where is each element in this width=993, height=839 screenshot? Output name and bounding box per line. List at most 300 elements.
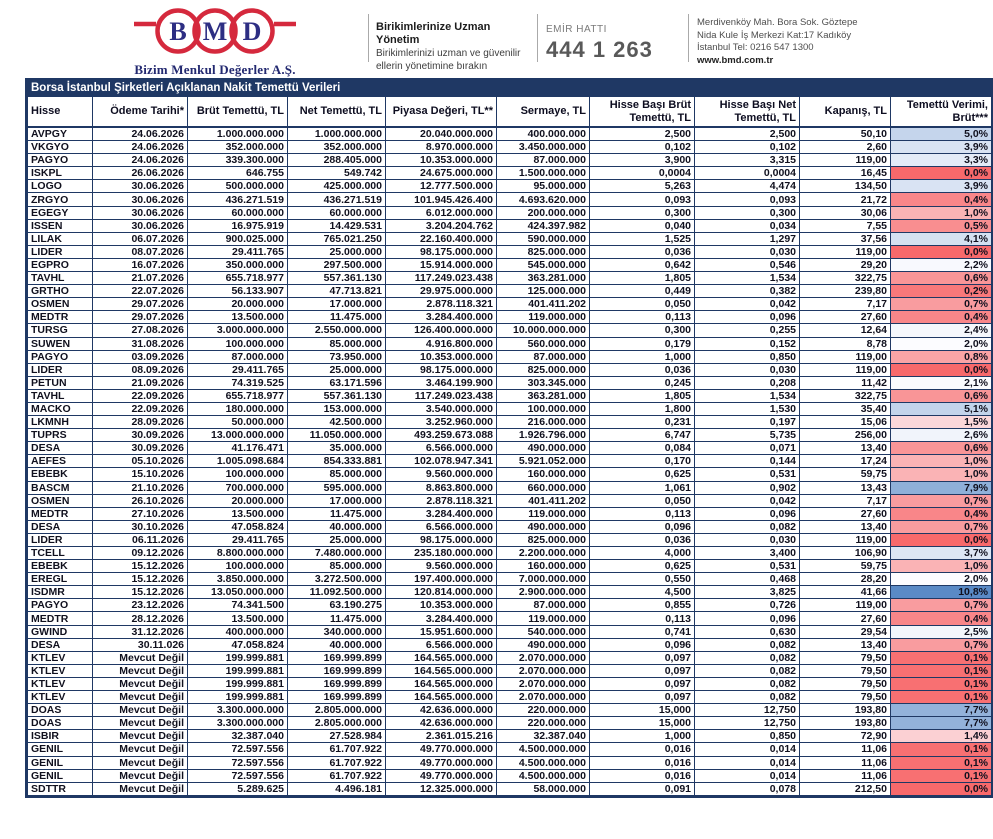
cell-odeme-tarihi: 06.07.2026 [93,232,188,245]
cell-hisse: KTLEV [28,651,93,664]
cell-temettu-verimi: 1,0% [891,455,992,468]
address-line1: Merdivenköy Mah. Bora Sok. Göztepe [697,17,858,28]
cell-net-temettu: 25.000.000 [288,245,386,258]
table-row [28,285,992,298]
cell-piyasa-degeri: 493.259.673.088 [386,429,497,442]
cell-hisse: LIDER [28,363,93,376]
cell-net-temettu: 352.000.000 [288,141,386,154]
cell-brut-temettu: 72.597.556 [188,756,288,769]
cell-hisse-basi-net: 0,300 [695,206,800,219]
cell-kapanis: 28,20 [800,573,891,586]
cell-hisse-basi-net: 0,082 [695,651,800,664]
cell-hisse-basi-net: 0,082 [695,691,800,704]
cell-odeme-tarihi: 16.07.2026 [93,258,188,271]
cell-hisse-basi-brut: 0,016 [590,756,695,769]
table-row [28,625,992,638]
cell-brut-temettu: 56.133.907 [188,285,288,298]
cell-hisse: EGEGY [28,206,93,219]
cell-hisse-basi-net: 0,030 [695,533,800,546]
cell-odeme-tarihi: Mevcut Değil [93,704,188,717]
cell-piyasa-degeri: 2.361.015.216 [386,730,497,743]
cell-brut-temettu: 74.341.500 [188,599,288,612]
cell-hisse-basi-net: 1,530 [695,402,800,415]
table-row [28,272,992,285]
cell-kapanis: 27,60 [800,612,891,625]
cell-hisse-basi-net: 0,030 [695,245,800,258]
cell-temettu-verimi: 3,7% [891,547,992,560]
cell-hisse-basi-brut: 2,500 [590,127,695,141]
cell-odeme-tarihi: 27.10.2026 [93,507,188,520]
cell-brut-temettu: 13.050.000.000 [188,586,288,599]
cell-hisse: PAGYO [28,350,93,363]
cell-hisse-basi-net: 0,042 [695,494,800,507]
cell-hisse-basi-brut: 3,900 [590,154,695,167]
cell-kapanis: 27,60 [800,507,891,520]
cell-sermaye: 2.900.000.000 [497,586,590,599]
header-divider [537,14,538,62]
cell-hisse: KTLEV [28,664,93,677]
cell-sermaye: 4.693.620.000 [497,193,590,206]
cell-hisse-basi-brut: 1,800 [590,402,695,415]
cell-brut-temettu: 646.755 [188,167,288,180]
cell-kapanis: 41,66 [800,586,891,599]
cell-odeme-tarihi: 30.09.2026 [93,442,188,455]
cell-hisse-basi-brut: 0,741 [590,625,695,638]
cell-hisse: LILAK [28,232,93,245]
dividend-data-grid [27,96,992,796]
cell-temettu-verimi: 0,5% [891,219,992,232]
cell-brut-temettu: 74.319.525 [188,376,288,389]
cell-hisse-basi-net: 3,825 [695,586,800,599]
cell-sermaye: 490.000.000 [497,638,590,651]
cell-hisse-basi-brut: 0,855 [590,599,695,612]
cell-net-temettu: 2.805.000.000 [288,704,386,717]
cell-kapanis: 27,60 [800,311,891,324]
col-header-net-temettu: Net Temettü, TL [288,97,386,128]
cell-brut-temettu: 13.500.000 [188,507,288,520]
table-row [28,533,992,546]
cell-hisse: LOGO [28,180,93,193]
table-row [28,337,992,350]
cell-net-temettu: 63.190.275 [288,599,386,612]
cell-hisse: ISDMR [28,586,93,599]
cell-temettu-verimi: 0,0% [891,245,992,258]
cell-brut-temettu: 350.000.000 [188,258,288,271]
slogan-line1: Birikimlerinizi uzman ve güvenilir [376,48,521,59]
cell-temettu-verimi: 5,0% [891,127,992,141]
cell-brut-temettu: 60.000.000 [188,206,288,219]
cell-hisse-basi-brut: 0,113 [590,507,695,520]
cell-brut-temettu: 500.000.000 [188,180,288,193]
cell-temettu-verimi: 0,8% [891,350,992,363]
table-row [28,258,992,271]
cell-brut-temettu: 199.999.881 [188,651,288,664]
svg-text:B: B [169,17,187,46]
table-row [28,245,992,258]
header-divider [688,14,689,62]
cell-net-temettu: 153.000.000 [288,402,386,415]
col-header-piyasa-degeri: Piyasa Değeri, TL** [386,97,497,128]
cell-piyasa-degeri: 4.916.800.000 [386,337,497,350]
cell-brut-temettu: 655.718.977 [188,389,288,402]
cell-hisse-basi-net: 0,902 [695,481,800,494]
cell-temettu-verimi: 1,0% [891,560,992,573]
cell-piyasa-degeri: 42.636.000.000 [386,704,497,717]
cell-net-temettu: 557.361.130 [288,272,386,285]
cell-kapanis: 119,00 [800,533,891,546]
cell-kapanis: 212,50 [800,782,891,795]
cell-brut-temettu: 352.000.000 [188,141,288,154]
cell-net-temettu: 7.480.000.000 [288,547,386,560]
cell-kapanis: 134,50 [800,180,891,193]
cell-net-temettu: 436.271.519 [288,193,386,206]
col-header-hisse-basi-brut: Hisse Başı Brüt Temettü, TL [590,97,695,128]
cell-hisse-basi-brut: 1,061 [590,481,695,494]
cell-piyasa-degeri: 126.400.000.000 [386,324,497,337]
cell-temettu-verimi: 2,2% [891,258,992,271]
cell-odeme-tarihi: Mevcut Değil [93,743,188,756]
cell-temettu-verimi: 0,7% [891,494,992,507]
cell-hisse: SUWEN [28,337,93,350]
cell-sermaye: 590.000.000 [497,232,590,245]
cell-kapanis: 2,60 [800,141,891,154]
cell-hisse-basi-net: 1,297 [695,232,800,245]
cell-hisse: MEDTR [28,507,93,520]
cell-odeme-tarihi: Mevcut Değil [93,691,188,704]
cell-brut-temettu: 400.000.000 [188,625,288,638]
cell-hisse-basi-brut: 0,625 [590,468,695,481]
cell-hisse-basi-brut: 0,050 [590,298,695,311]
cell-sermaye: 490.000.000 [497,520,590,533]
cell-kapanis: 15,06 [800,416,891,429]
cell-sermaye: 32.387.040 [497,730,590,743]
cell-temettu-verimi: 0,1% [891,743,992,756]
cell-brut-temettu: 3.850.000.000 [188,573,288,586]
cell-hisse-basi-net: 0,102 [695,141,800,154]
cell-temettu-verimi: 0,1% [891,769,992,782]
table-row [28,219,992,232]
cell-temettu-verimi: 0,1% [891,691,992,704]
cell-odeme-tarihi: 29.07.2026 [93,298,188,311]
cell-temettu-verimi: 3,9% [891,141,992,154]
cell-temettu-verimi: 0,2% [891,285,992,298]
cell-piyasa-degeri: 120.814.000.000 [386,586,497,599]
table-row [28,193,992,206]
table-row [28,704,992,717]
cell-sermaye: 2.070.000.000 [497,677,590,690]
cell-hisse-basi-net: 0,030 [695,363,800,376]
table-row [28,730,992,743]
cell-net-temettu: 2.550.000.000 [288,324,386,337]
cell-sermaye: 2.070.000.000 [497,691,590,704]
cell-hisse-basi-net: 0,082 [695,677,800,690]
cell-odeme-tarihi: Mevcut Değil [93,651,188,664]
table-row [28,324,992,337]
cell-hisse: DESA [28,520,93,533]
cell-piyasa-degeri: 2.878.118.321 [386,494,497,507]
cell-brut-temettu: 13.500.000 [188,612,288,625]
cell-hisse-basi-brut: 5,263 [590,180,695,193]
cell-kapanis: 11,42 [800,376,891,389]
order-line-label: EMİR HATTI [546,24,607,35]
cell-brut-temettu: 8.800.000.000 [188,547,288,560]
cell-hisse-basi-net: 4,474 [695,180,800,193]
cell-hisse-basi-brut: 0,097 [590,651,695,664]
cell-net-temettu: 169.999.899 [288,691,386,704]
cell-brut-temettu: 5.289.625 [188,782,288,795]
cell-hisse-basi-brut: 1,000 [590,730,695,743]
address-line2: Nida Kule İş Merkezi Kat:17 Kadıköy [697,29,852,41]
cell-odeme-tarihi: 30.06.2026 [93,180,188,193]
cell-hisse-basi-net: 0,152 [695,337,800,350]
cell-net-temettu: 11.475.000 [288,612,386,625]
cell-odeme-tarihi: 30.09.2026 [93,429,188,442]
cell-piyasa-degeri: 9.560.000.000 [386,468,497,481]
cell-piyasa-degeri: 15.951.600.000 [386,625,497,638]
cell-brut-temettu: 100.000.000 [188,560,288,573]
cell-hisse: AEFES [28,455,93,468]
company-name: Bizim Menkul Değerler A.Ş. [134,62,296,77]
col-header-hisse-basi-net: Hisse Başı Net Temettü, TL [695,97,800,128]
table-row [28,389,992,402]
cell-sermaye: 160.000.000 [497,468,590,481]
table-row [28,167,992,180]
cell-hisse-basi-net: 0,630 [695,625,800,638]
cell-hisse: VKGYO [28,141,93,154]
table-row [28,298,992,311]
cell-temettu-verimi: 3,3% [891,154,992,167]
cell-hisse-basi-brut: 0,097 [590,677,695,690]
cell-odeme-tarihi: 05.10.2026 [93,455,188,468]
cell-temettu-verimi: 0,0% [891,167,992,180]
cell-net-temettu: 11.050.000.000 [288,429,386,442]
cell-brut-temettu: 199.999.881 [188,691,288,704]
cell-net-temettu: 47.713.821 [288,285,386,298]
cell-hisse-basi-brut: 0,016 [590,769,695,782]
cell-hisse-basi-net: 0,144 [695,455,800,468]
cell-odeme-tarihi: 22.09.2026 [93,402,188,415]
cell-hisse: EBEBK [28,560,93,573]
table-row [28,232,992,245]
cell-hisse-basi-net: 0,726 [695,599,800,612]
cell-sermaye: 200.000.000 [497,206,590,219]
table-row [28,507,992,520]
cell-hisse-basi-brut: 0,036 [590,245,695,258]
cell-hisse-basi-net: 0,082 [695,520,800,533]
cell-piyasa-degeri: 20.040.000.000 [386,127,497,141]
cell-temettu-verimi: 0,6% [891,442,992,455]
cell-hisse: TUPRS [28,429,93,442]
cell-hisse: KTLEV [28,691,93,704]
cell-brut-temettu: 72.597.556 [188,769,288,782]
cell-hisse: TURSG [28,324,93,337]
cell-hisse: BASCM [28,481,93,494]
cell-hisse: MACKO [28,402,93,415]
cell-kapanis: 13,40 [800,520,891,533]
table-row [28,429,992,442]
cell-brut-temettu: 100.000.000 [188,468,288,481]
cell-sermaye: 540.000.000 [497,625,590,638]
cell-hisse: DESA [28,638,93,651]
cell-sermaye: 119.000.000 [497,612,590,625]
cell-sermaye: 660.000.000 [497,481,590,494]
table-header-row [28,97,992,128]
cell-hisse-basi-brut: 1,000 [590,350,695,363]
cell-kapanis: 322,75 [800,272,891,285]
table-row [28,141,992,154]
cell-odeme-tarihi: 27.08.2026 [93,324,188,337]
address-line3: İstanbul Tel: 0216 547 1300 [697,42,814,53]
cell-piyasa-degeri: 164.565.000.000 [386,651,497,664]
cell-hisse-basi-brut: 0,096 [590,520,695,533]
slogan-line2: ellerin yönetimine bırakın [376,61,488,72]
cell-hisse-basi-brut: 0,097 [590,691,695,704]
cell-hisse-basi-net: 12,750 [695,717,800,730]
cell-odeme-tarihi: Mevcut Değil [93,717,188,730]
cell-piyasa-degeri: 117.249.023.438 [386,272,497,285]
cell-hisse-basi-brut: 0,179 [590,337,695,350]
cell-temettu-verimi: 0,7% [891,298,992,311]
cell-hisse: LIDER [28,533,93,546]
cell-brut-temettu: 20.000.000 [188,298,288,311]
cell-kapanis: 322,75 [800,389,891,402]
cell-hisse-basi-brut: 0,0004 [590,167,695,180]
cell-temettu-verimi: 1,0% [891,206,992,219]
cell-hisse: EREGL [28,573,93,586]
cell-hisse-basi-net: 0,096 [695,507,800,520]
cell-hisse: ZRGYO [28,193,93,206]
cell-net-temettu: 2.805.000.000 [288,717,386,730]
cell-temettu-verimi: 3,9% [891,180,992,193]
cell-odeme-tarihi: 08.07.2026 [93,245,188,258]
cell-brut-temettu: 29.411.765 [188,533,288,546]
cell-net-temettu: 17.000.000 [288,494,386,507]
cell-brut-temettu: 900.025.000 [188,232,288,245]
cell-hisse-basi-brut: 1,805 [590,272,695,285]
cell-kapanis: 29,20 [800,258,891,271]
cell-hisse: MEDTR [28,612,93,625]
cell-brut-temettu: 180.000.000 [188,402,288,415]
cell-net-temettu: 11.092.500.000 [288,586,386,599]
cell-kapanis: 37,56 [800,232,891,245]
cell-net-temettu: 85.000.000 [288,560,386,573]
cell-brut-temettu: 72.597.556 [188,743,288,756]
cell-odeme-tarihi: 22.09.2026 [93,389,188,402]
cell-temettu-verimi: 2,5% [891,625,992,638]
cell-hisse-basi-brut: 0,016 [590,743,695,756]
cell-kapanis: 106,90 [800,547,891,560]
cell-sermaye: 490.000.000 [497,442,590,455]
cell-temettu-verimi: 4,1% [891,232,992,245]
cell-odeme-tarihi: 24.06.2026 [93,127,188,141]
cell-odeme-tarihi: 22.07.2026 [93,285,188,298]
cell-brut-temettu: 47.058.824 [188,520,288,533]
cell-temettu-verimi: 0,1% [891,664,992,677]
cell-kapanis: 7,55 [800,219,891,232]
cell-hisse: DESA [28,442,93,455]
cell-temettu-verimi: 2,1% [891,376,992,389]
cell-sermaye: 1.500.000.000 [497,167,590,180]
page-header [0,0,993,78]
cell-hisse-basi-net: 0,042 [695,298,800,311]
cell-net-temettu: 3.272.500.000 [288,573,386,586]
address-block [697,17,977,67]
cell-hisse: ISBIR [28,730,93,743]
cell-sermaye: 58.000.000 [497,782,590,795]
table-row [28,455,992,468]
cell-net-temettu: 11.475.000 [288,507,386,520]
cell-hisse: KTLEV [28,677,93,690]
cell-sermaye: 401.411.202 [497,494,590,507]
cell-sermaye: 216.000.000 [497,416,590,429]
cell-sermaye: 825.000.000 [497,245,590,258]
cell-net-temettu: 35.000.000 [288,442,386,455]
cell-sermaye: 7.000.000.000 [497,573,590,586]
cell-hisse-basi-net: 0,082 [695,638,800,651]
cell-net-temettu: 60.000.000 [288,206,386,219]
table-row [28,402,992,415]
table-row [28,311,992,324]
cell-odeme-tarihi: 30.11.026 [93,638,188,651]
cell-net-temettu: 61.707.922 [288,756,386,769]
cell-kapanis: 29,54 [800,625,891,638]
cell-piyasa-degeri: 49.770.000.000 [386,743,497,756]
cell-kapanis: 21,72 [800,193,891,206]
cell-hisse-basi-brut: 4,000 [590,547,695,560]
cell-hisse-basi-brut: 1,525 [590,232,695,245]
cell-temettu-verimi: 0,4% [891,311,992,324]
cell-temettu-verimi: 0,6% [891,389,992,402]
cell-hisse: SDTTR [28,782,93,795]
cell-temettu-verimi: 7,7% [891,717,992,730]
cell-piyasa-degeri: 3.204.204.762 [386,219,497,232]
cell-net-temettu: 854.333.881 [288,455,386,468]
cell-sermaye: 119.000.000 [497,311,590,324]
cell-net-temettu: 425.000.000 [288,180,386,193]
cell-sermaye: 545.000.000 [497,258,590,271]
cell-hisse-basi-net: 12,750 [695,704,800,717]
cell-sermaye: 4.500.000.000 [497,756,590,769]
cell-hisse: DOAS [28,717,93,730]
cell-piyasa-degeri: 164.565.000.000 [386,664,497,677]
cell-piyasa-degeri: 8.970.000.000 [386,141,497,154]
cell-kapanis: 119,00 [800,245,891,258]
cell-hisse-basi-brut: 0,300 [590,324,695,337]
cell-odeme-tarihi: 03.09.2026 [93,350,188,363]
cell-brut-temettu: 199.999.881 [188,677,288,690]
cell-piyasa-degeri: 12.325.000.000 [386,782,497,795]
cell-piyasa-degeri: 3.540.000.000 [386,402,497,415]
cell-odeme-tarihi: 30.06.2026 [93,206,188,219]
website-link[interactable]: www.bmd.com.tr [697,54,774,66]
cell-kapanis: 13,40 [800,442,891,455]
table-row [28,638,992,651]
cell-piyasa-degeri: 3.284.400.000 [386,612,497,625]
cell-hisse-basi-brut: 0,550 [590,573,695,586]
cell-kapanis: 59,75 [800,560,891,573]
cell-hisse-basi-net: 0,531 [695,468,800,481]
cell-hisse-basi-brut: 0,097 [590,664,695,677]
cell-hisse: GRTHO [28,285,93,298]
cell-net-temettu: 1.000.000.000 [288,127,386,141]
header-divider [368,14,369,62]
cell-kapanis: 72,90 [800,730,891,743]
cell-piyasa-degeri: 3.464.199.900 [386,376,497,389]
cell-hisse: ISSEN [28,219,93,232]
cell-piyasa-degeri: 15.914.000.000 [386,258,497,271]
cell-odeme-tarihi: 21.07.2026 [93,272,188,285]
cell-brut-temettu: 41.176.471 [188,442,288,455]
